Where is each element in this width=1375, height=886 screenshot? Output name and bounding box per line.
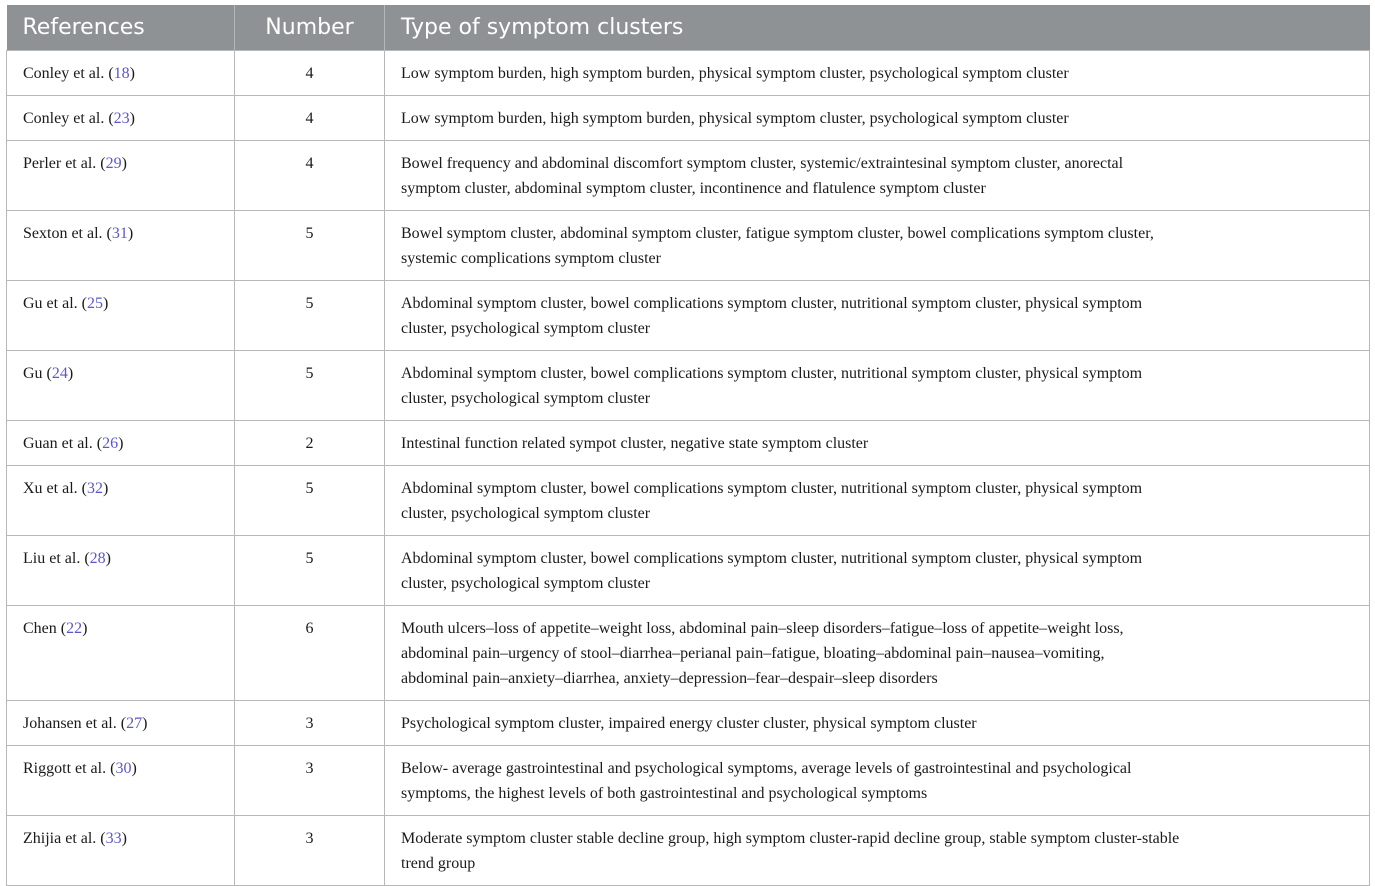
reference-close-paren: ) — [102, 295, 109, 312]
number-cell: 4 — [235, 51, 385, 96]
reference-close-paren: ) — [82, 620, 88, 637]
cluster-types-line: abdominal pain–anxiety–diarrhea, anxiety–depression–fear–despair–sleep disorders — [401, 670, 938, 687]
reference-cell — [7, 421, 235, 466]
reference-close-paren: ) — [129, 110, 135, 127]
reference-close-paren: ) — [129, 65, 135, 82]
cluster-types-line: symptoms, the highest levels of both gastrointestinal and psychological symptoms — [401, 785, 928, 802]
reference-author: Guan et al. ( — [23, 435, 103, 452]
cluster-types-line: Abdominal symptom cluster, bowel complications symptom cluster, nutritional symptom cluster, physical symptom — [401, 480, 1143, 497]
number-cell: 5 — [235, 281, 385, 351]
table-row — [7, 606, 1370, 701]
reference-cell — [7, 51, 235, 96]
cluster-types-cell — [385, 466, 1370, 536]
reference-author: Conley et al. ( — [23, 110, 114, 127]
cluster-types-cell — [385, 746, 1370, 816]
cluster-types-cell — [385, 421, 1370, 466]
reference-author: Sexton et al. ( — [23, 225, 112, 242]
reference-author: Johansen et al. ( — [23, 715, 127, 732]
number-cell: 2 — [235, 421, 385, 466]
cluster-types-line: cluster, psychological symptom cluster — [401, 320, 651, 337]
table-row — [7, 351, 1370, 421]
cluster-types-cell — [385, 51, 1370, 96]
citation-link[interactable]: 33 — [105, 830, 122, 847]
reference-author: Liu et al. ( — [23, 550, 90, 567]
symptom-clusters-table — [6, 5, 1370, 886]
reference-close-paren: ) — [121, 155, 127, 172]
table-row — [7, 141, 1370, 211]
cluster-types-line: Low symptom burden, high symptom burden, physical symptom cluster, psychological symptom cluster — [401, 65, 1069, 82]
number-cell: 6 — [235, 606, 385, 701]
cluster-types-line: cluster, psychological symptom cluster — [401, 575, 651, 592]
cluster-types-cell — [385, 351, 1370, 421]
reference-close-paren: ) — [118, 435, 124, 452]
number-cell: 3 — [235, 746, 385, 816]
cluster-types-line: abdominal pain–urgency of stool–diarrhea–perianal pain–fatigue, bloating–abdominal pain–nausea–vomiting, — [401, 645, 1105, 662]
citation-link[interactable]: 25 — [86, 295, 103, 312]
number-cell: 5 — [235, 466, 385, 536]
number-cell: 5 — [235, 351, 385, 421]
citation-link[interactable]: 29 — [105, 155, 122, 172]
table-row — [7, 816, 1370, 886]
reference-cell — [7, 351, 235, 421]
number-cell: 5 — [235, 211, 385, 281]
citation-link[interactable]: 22 — [66, 620, 83, 637]
table-row — [7, 466, 1370, 536]
reference-cell — [7, 141, 235, 211]
cluster-types-line: Mouth ulcers–loss of appetite–weight loss, abdominal pain–sleep disorders–fatigue–loss of appetite–weight loss, — [401, 620, 1124, 637]
reference-close-paren: ) — [105, 550, 111, 567]
reference-close-paren: ) — [131, 760, 137, 777]
reference-cell — [7, 96, 235, 141]
reference-cell — [7, 466, 235, 536]
table-row — [7, 701, 1370, 746]
reference-cell — [7, 536, 235, 606]
cluster-types-line: trend group — [401, 855, 476, 872]
cluster-types-cell — [385, 606, 1370, 701]
header-number: Number — [235, 5, 385, 51]
cluster-types-cell — [385, 816, 1370, 886]
cluster-types-cell — [385, 536, 1370, 606]
cluster-types-line: Bowel frequency and abdominal discomfort symptom cluster, systemic/extraintesinal symptom cluster, anorectal — [401, 155, 1124, 172]
citation-link[interactable]: 32 — [86, 480, 103, 497]
citation-link[interactable]: 31 — [111, 225, 128, 242]
reference-close-paren: ) — [102, 480, 109, 497]
number-cell: 3 — [235, 816, 385, 886]
number-cell: 4 — [235, 96, 385, 141]
table-header — [7, 5, 1370, 51]
reference-author: Xu et al. ( — [23, 480, 87, 497]
reference-close-paren: ) — [127, 225, 134, 242]
reference-author: Perler et al. ( — [23, 155, 106, 172]
table-row — [7, 96, 1370, 141]
cluster-types-cell — [385, 141, 1370, 211]
table-body — [7, 51, 1370, 886]
cluster-types-cell — [385, 281, 1370, 351]
cluster-types-line: Intestinal function related sympot cluster, negative state symptom cluster — [401, 435, 869, 452]
reference-cell — [7, 281, 235, 351]
cluster-types-line: cluster, psychological symptom cluster — [401, 505, 651, 522]
header-type-of-symptom-clusters: Type of symptom clusters — [385, 5, 1370, 51]
citation-link[interactable]: 24 — [51, 365, 68, 382]
reference-close-paren: ) — [121, 830, 127, 847]
table-row — [7, 536, 1370, 606]
cluster-types-line: Bowel symptom cluster, abdominal symptom cluster, fatigue symptom cluster, bowel complications symptom cluster, — [401, 225, 1154, 242]
table-row — [7, 211, 1370, 281]
reference-cell — [7, 701, 235, 746]
cluster-types-cell — [385, 211, 1370, 281]
reference-cell — [7, 606, 235, 701]
table-row — [7, 51, 1370, 96]
cluster-types-line: Abdominal symptom cluster, bowel complications symptom cluster, nutritional symptom cluster, physical symptom — [401, 550, 1143, 567]
citation-link[interactable]: 23 — [113, 110, 130, 127]
cluster-types-line: cluster, psychological symptom cluster — [401, 390, 651, 407]
cluster-types-line: Abdominal symptom cluster, bowel complications symptom cluster, nutritional symptom cluster, physical symptom — [401, 295, 1143, 312]
citation-link[interactable]: 27 — [126, 715, 143, 732]
reference-author: Riggott et al. ( — [23, 760, 116, 777]
reference-author: Chen ( — [23, 620, 67, 637]
reference-author: Zhijia et al. ( — [23, 830, 106, 847]
table-row — [7, 281, 1370, 351]
reference-author: Gu et al. ( — [23, 295, 87, 312]
table-row — [7, 421, 1370, 466]
reference-cell — [7, 816, 235, 886]
citation-link[interactable]: 18 — [113, 65, 130, 82]
reference-author: Gu ( — [23, 365, 52, 382]
reference-author: Conley et al. ( — [23, 65, 114, 82]
cluster-types-line: Low symptom burden, high symptom burden, physical symptom cluster, psychological symptom cluster — [401, 110, 1069, 127]
cluster-types-line: Moderate symptom cluster stable decline group, high symptom cluster-rapid decline group, stable symptom cluster-stable — [401, 830, 1180, 847]
cluster-types-line: systemic complications symptom cluster — [401, 250, 661, 267]
reference-cell — [7, 746, 235, 816]
reference-close-paren: ) — [142, 715, 148, 732]
header-row — [7, 5, 1370, 51]
number-cell: 5 — [235, 536, 385, 606]
cluster-types-line: Psychological symptom cluster, impaired energy cluster cluster, physical symptom cluster — [401, 715, 977, 732]
number-cell: 4 — [235, 141, 385, 211]
cluster-types-line: symptom cluster, abdominal symptom cluster, incontinence and flatulence symptom cluster — [401, 180, 986, 197]
cluster-types-line: Below- average gastrointestinal and psychological symptoms, average levels of gastrointestinal and psychological — [401, 760, 1132, 777]
cluster-types-cell — [385, 701, 1370, 746]
number-cell: 3 — [235, 701, 385, 746]
citation-link[interactable]: 30 — [115, 760, 132, 777]
reference-close-paren: ) — [67, 365, 74, 382]
citation-link[interactable]: 28 — [89, 550, 106, 567]
reference-cell — [7, 211, 235, 281]
citation-link[interactable]: 26 — [102, 435, 119, 452]
header-references: References — [7, 5, 235, 51]
table-row — [7, 746, 1370, 816]
cluster-types-line: Abdominal symptom cluster, bowel complications symptom cluster, nutritional symptom cluster, physical symptom — [401, 365, 1143, 382]
cluster-types-cell — [385, 96, 1370, 141]
